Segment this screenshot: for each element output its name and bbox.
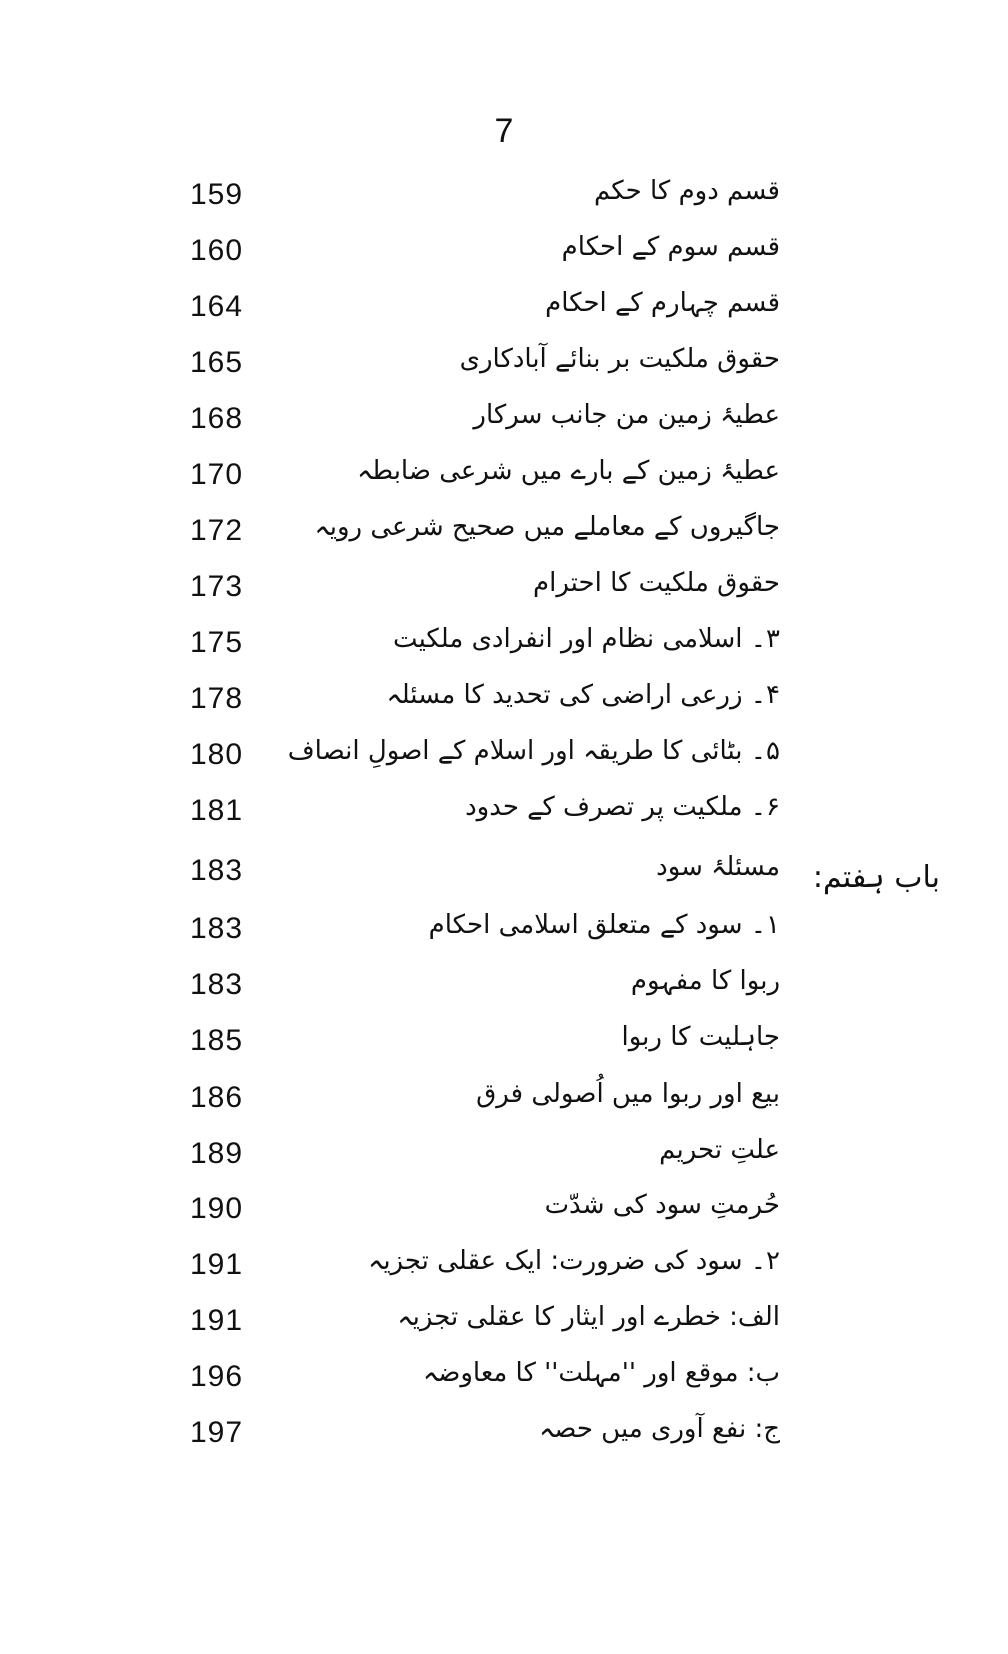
toc-title: الف: خطرے اور ایثار کا عقلی تجزیہ — [397, 1302, 780, 1332]
toc-title: ۱۔ سود کے متعلق اسلامی احکام — [428, 910, 780, 940]
toc-title: ۵۔ بٹائی کا طریقہ اور اسلام کے اصولِ انصاف — [287, 736, 780, 766]
toc-page-number: 168 — [190, 402, 244, 435]
toc-page-number: 173 — [190, 570, 244, 603]
toc-page-number: 191 — [190, 1304, 244, 1337]
toc-entry — [170, 506, 810, 556]
toc-entry — [170, 226, 810, 276]
toc-title: ج: نفع آوری میں حصہ — [539, 1414, 780, 1444]
toc-title: مسئلۂ سود — [656, 852, 780, 882]
toc-entry — [170, 846, 810, 896]
toc-title: عطیۂ زمین من جانب سرکار — [473, 400, 780, 430]
toc-entry — [170, 394, 810, 444]
toc-title: قسم چہارم کے احکام — [545, 288, 780, 318]
toc-entry — [170, 1296, 810, 1346]
toc-entry — [170, 1352, 810, 1402]
toc-page-number: 190 — [190, 1192, 244, 1225]
toc-page-number: 178 — [190, 682, 244, 715]
toc-entry — [170, 960, 810, 1010]
toc-entry — [170, 338, 810, 388]
toc-page-number: 186 — [190, 1081, 244, 1114]
toc-page-number: 183 — [190, 968, 244, 1001]
toc-page-number: 181 — [190, 794, 244, 827]
toc-entry — [170, 450, 810, 500]
toc-entry — [170, 1073, 810, 1123]
toc-entry — [170, 730, 810, 780]
toc-page-number: 185 — [190, 1024, 244, 1057]
toc-title: جاگیروں کے معاملے میں صحیح شرعی رویہ — [314, 512, 780, 542]
toc-page-number: 197 — [190, 1416, 244, 1449]
toc-entry — [170, 282, 810, 332]
toc-title: قسم دوم کا حکم — [594, 176, 780, 206]
toc-entry — [170, 618, 810, 668]
toc-page-number: 180 — [190, 738, 244, 771]
toc-page-number: 172 — [190, 514, 244, 547]
toc-page-number: 196 — [190, 1360, 244, 1393]
page-number: 7 — [494, 112, 514, 150]
toc-page-number: 175 — [190, 626, 244, 659]
toc-page-number: 189 — [190, 1137, 244, 1170]
toc-page-number: 183 — [190, 912, 244, 945]
toc-entry — [170, 1016, 810, 1066]
toc-entry — [170, 1184, 810, 1234]
toc-page-number: 183 — [190, 854, 244, 887]
toc-title: قسم سوم کے احکام — [561, 232, 780, 262]
toc-page-number: 164 — [190, 290, 244, 323]
toc-title: عطیۂ زمین کے بارے میں شرعی ضابطہ — [357, 456, 780, 486]
toc-title: ۲۔ سود کی ضرورت: ایک عقلی تجزیہ — [368, 1246, 780, 1276]
toc-title: بیع اور ربوا میں اُصولی فرق — [476, 1079, 780, 1109]
toc-page-number: 159 — [190, 178, 244, 211]
toc-page-number: 165 — [190, 346, 244, 379]
toc-entry — [170, 904, 810, 954]
toc-entry — [170, 1240, 810, 1290]
toc-title: حُرمتِ سود کی شدّت — [544, 1190, 780, 1220]
toc-entry — [170, 1129, 810, 1179]
toc-entry — [170, 170, 810, 220]
toc-page-number: 160 — [190, 234, 244, 267]
toc-title: ۶۔ ملکیت پر تصرف کے حدود — [465, 792, 780, 822]
toc-title: ب: موقع اور ''مہلت'' کا معاوضہ — [423, 1358, 780, 1388]
toc-page-number: 191 — [190, 1248, 244, 1281]
toc-title: ربوا کا مفہوم — [630, 966, 780, 996]
toc-title: علتِ تحریم — [659, 1135, 780, 1165]
toc-title: جاہلیت کا ربوا — [621, 1022, 780, 1052]
toc-entry — [170, 562, 810, 612]
toc-page-number: 170 — [190, 458, 244, 491]
chapter-label: باب ہفتم: — [812, 860, 940, 895]
toc-entry — [170, 1408, 810, 1458]
toc-entry — [170, 786, 810, 836]
toc-title: حقوق ملکیت بر بنائے آبادکاری — [459, 344, 780, 374]
toc-title: ۴۔ زرعی اراضی کی تحدید کا مسئلہ — [386, 680, 780, 710]
toc-entry — [170, 674, 810, 724]
toc-title: حقوق ملکیت کا احترام — [533, 568, 780, 598]
toc-title: ۳۔ اسلامی نظام اور انفرادی ملکیت — [393, 624, 780, 654]
